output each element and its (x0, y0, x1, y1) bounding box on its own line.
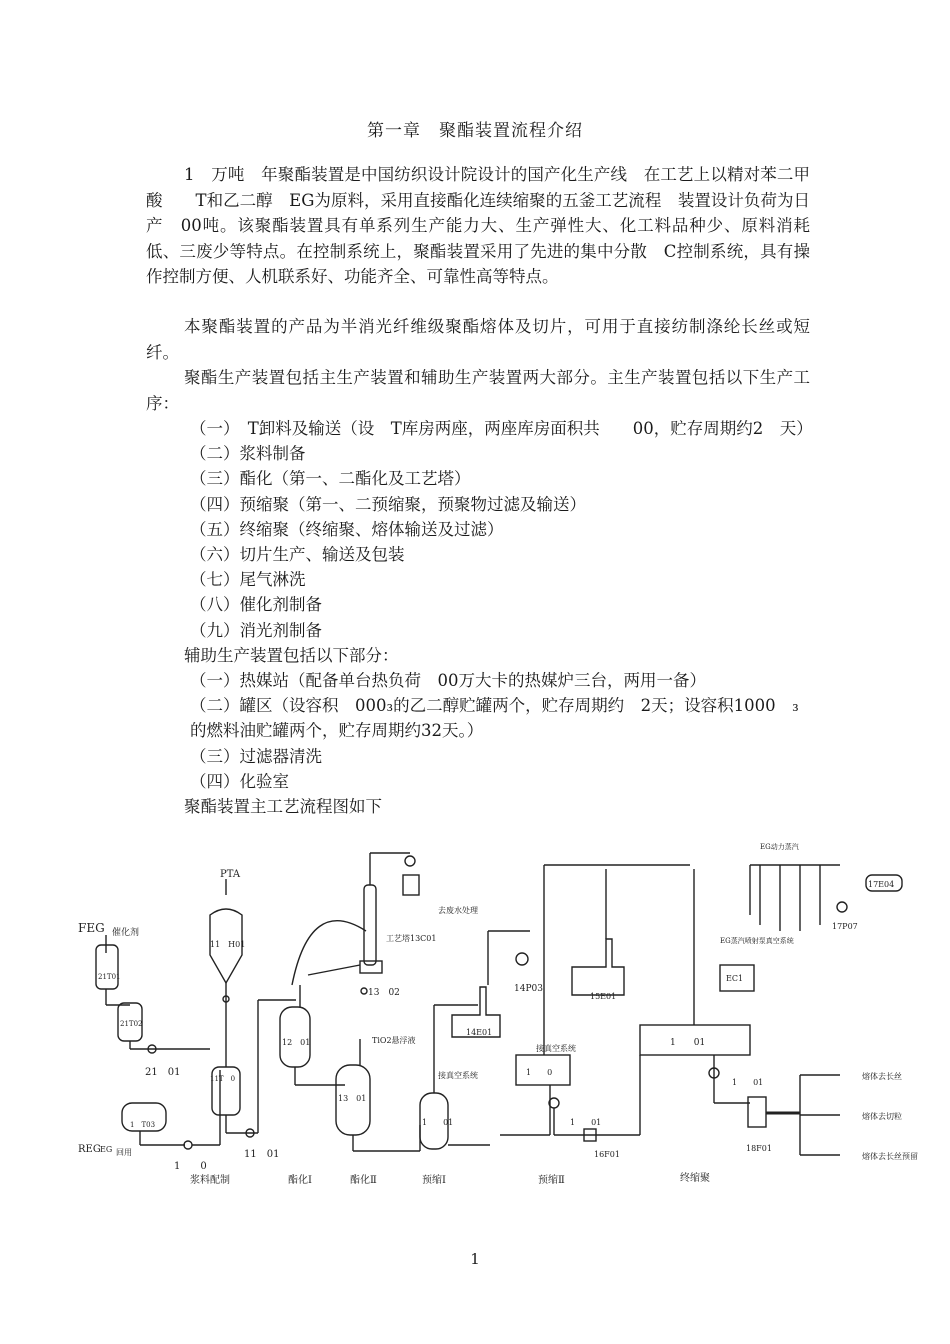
label-11t0: 11T 0 (210, 1075, 236, 1083)
section-pre1: 预缩Ⅰ (422, 1175, 446, 1186)
pump-1p0 (184, 1141, 192, 1149)
condenser-15e01 (572, 939, 624, 995)
pump-14p03 (516, 953, 528, 965)
label-out1: 熔体去长丝 (862, 1072, 902, 1081)
list-item: （二）罐区（设容积 000₃的乙二醇贮罐两个，贮存周期约 2天；设容积1000 ₃的燃料油贮罐两个，贮存周期约32天。） (190, 696, 799, 741)
page-title: 第一章 聚酯装置流程介绍 (367, 121, 583, 141)
diagram-intro: 聚酯装置主工艺流程图如下 (184, 797, 382, 817)
label-17e04: 17E04 (868, 880, 895, 889)
label-pre1: 1 01 (422, 1118, 454, 1127)
list-item: （六）切片生产、输送及包装 (190, 545, 405, 565)
list-item: （五）终缩聚（终缩聚、熔体输送及过滤） (190, 519, 504, 539)
label-21t02: 21T02 (120, 1020, 143, 1028)
label-pre2: 1 0 (526, 1068, 553, 1077)
condenser-icon (405, 856, 415, 866)
label-13r01: 13 01 (338, 1094, 367, 1103)
main-process-list (146, 416, 813, 819)
label-12r01: 12 01 (282, 1038, 311, 1047)
label-out3: 熔体去长丝预留 (862, 1152, 918, 1161)
label-1p01b: 1 01 (570, 1118, 602, 1127)
list-item: （二）浆料制备 (190, 444, 306, 464)
label-21p01: 21 01 (145, 1067, 181, 1078)
label-11p01: 11 01 (244, 1149, 280, 1160)
list-item: （一） T卸料及输送（设 T库房两座，两座库房面积共 00，贮存周期约2 天） (190, 419, 813, 438)
page-number: 1 (470, 1250, 480, 1268)
tank-21t01 (96, 945, 121, 989)
label-reg: REG (78, 1144, 101, 1155)
ejector-system (750, 865, 840, 931)
label-11h01: 11 H01 (210, 940, 246, 949)
list-item: （七）尾气淋洗 (190, 570, 306, 590)
label-out2: 熔体去切粒 (862, 1112, 902, 1121)
label-vac1: 接真空系统 (438, 1071, 478, 1080)
list-item: （四）化验室 (190, 771, 289, 791)
label-16f01: 16F01 (594, 1150, 620, 1159)
list-item: （九）消光剂制备 (190, 620, 322, 640)
list-item: （三）过滤器清洗 (190, 746, 322, 766)
section-ester1: 酯化Ⅰ (288, 1175, 312, 1186)
label-14e01: 14E01 (466, 1028, 493, 1037)
vapor-line (292, 921, 366, 985)
label-13p02: 13 02 (368, 988, 400, 998)
paragraph-units: 聚酯生产装置包括主生产装置和辅助生产装置两大部分。主生产装置包括以下生产工序： (146, 368, 810, 413)
section-ester2: 酯化Ⅱ (350, 1175, 377, 1186)
label-1p01c: 1 01 (732, 1078, 764, 1087)
label-waste: 去废水处理 (438, 906, 478, 915)
label-eg: EG (100, 1145, 113, 1154)
label-1p0: 1 0 (174, 1161, 207, 1172)
paragraph-product: 本聚酯装置的产品为半消光纤维级聚酯熔体及切片，可用于直接纺制涤纶长丝或短纤。 (146, 317, 810, 362)
label-1t03: 1 T03 (130, 1121, 156, 1129)
label-21t01: 21T01 (98, 973, 121, 981)
label-catalyst: 催化剂 (112, 928, 140, 938)
list-item: （四）预缩聚（第一、二预缩聚，预聚物过滤及输送） (190, 494, 586, 514)
list-item: （三）酯化（第一、二酯化及工艺塔） (190, 469, 471, 489)
list-item: （八）催化剂制备 (190, 595, 322, 615)
label-tio2: TiO2悬浮液 (372, 1036, 416, 1045)
drum-icon (403, 875, 419, 895)
aux-intro: 辅助生产装置包括以下部分： (184, 645, 399, 665)
label-14p03: 14P03 (514, 984, 543, 994)
label-pta: PTA (220, 869, 241, 880)
filter-18f01 (748, 1097, 766, 1127)
label-18f01: 18F01 (746, 1144, 772, 1153)
tower-13c01 (364, 885, 376, 965)
label-ec1: EC1 (726, 974, 744, 983)
section-slurry: 浆料配制 (190, 1175, 230, 1186)
reboiler-icon (360, 961, 382, 973)
label-vac2: 接真空系统 (536, 1044, 576, 1053)
section-pre2: 预缩Ⅱ (538, 1175, 565, 1186)
pump-13p02 (361, 988, 367, 994)
label-feg: FEG (78, 921, 105, 935)
section-final: 终缩聚 (680, 1173, 710, 1184)
label-17p07: 17P07 (832, 922, 858, 931)
label-recycle: 回用 (116, 1148, 132, 1157)
list-item: （一）热媒站（配备单台热负荷 00万大卡的热媒炉三台，两用一备） (190, 671, 706, 691)
reactor-12r01 (280, 1007, 310, 1067)
pump-17p07 (837, 902, 847, 912)
label-eg-steam: EG动力蒸汽 (760, 843, 799, 851)
label-final: 1 01 (670, 1038, 706, 1048)
paragraph-intro: 1 万吨 年聚酯装置是中国纺织设计院设计的国产化生产线 在工艺上以精对苯二甲酸 T和乙二醇 EG为原料，采用直接酯化连续缩聚的五釜工艺流程 装置设计负荷为日产 00吨。该聚酯装置具有单系列生产能力大、生产弹性大、化工料品种少、原料消耗低、三废少等特点。在控制系统上，聚酯装置采用了先进的集中分散 C控制系统，具有操作控制方便、人机联系好、功能齐全、可靠性高等特点。 (146, 165, 810, 286)
label-15e01: 15E01 (590, 992, 617, 1001)
label-eg-vac: EG蒸汽喷射泵真空系统 (720, 937, 794, 945)
process-flow-diagram (60, 835, 940, 1195)
label-13c01: 工艺塔13C01 (386, 934, 437, 943)
